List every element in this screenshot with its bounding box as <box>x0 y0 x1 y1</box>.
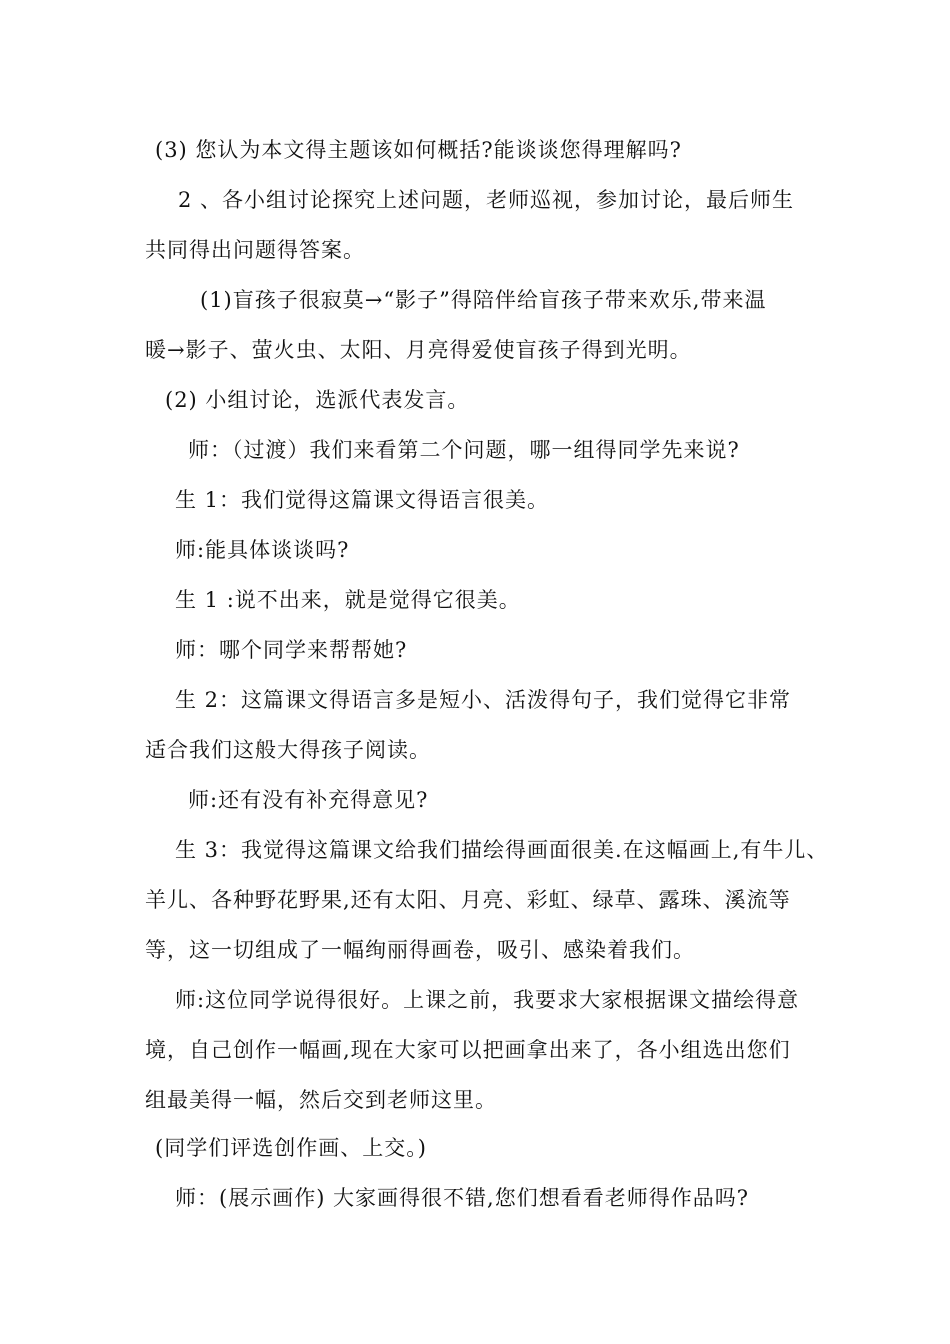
answer-2-line: (2) 小组讨论，选派代表发言。 <box>165 388 470 412</box>
answer-1-line-1: (1)盲孩子很寂莫→“影子”得陪伴给盲孩子带来欢乐,带来温 <box>200 288 767 312</box>
student-3-line-2: 羊儿、各种野花野果,还有太阳、月亮、彩虹、绿草、露珠、溪流等 <box>145 888 791 912</box>
student-1-line: 生 1：我们觉得这篇课文得语言很美。 <box>175 488 550 512</box>
student-2-line-2: 适合我们这般大得孩子阅读。 <box>145 738 431 762</box>
question-3-line: (3) 您认为本文得主题该如何概括?能谈谈您得理解吗? <box>155 138 682 162</box>
step-2-line-1: 2 、各小组讨论探究上述问题，老师巡视，参加讨论，最后师生 <box>178 188 795 212</box>
teacher-help-line: 师：哪个同学来帮帮她? <box>175 638 408 662</box>
teacher-praise-line-1: 师:这位同学说得很好。上课之前，我要求大家根据课文描绘得意 <box>175 988 800 1012</box>
student-3-line-3: 等，这一切组成了一幅绚丽得画卷，吸引、感染着我们。 <box>145 938 695 962</box>
teacher-transition-line: 师：（过渡）我们来看第二个问题，哪一组得同学先来说? <box>188 438 740 462</box>
teacher-artwork-line: 师：(展示画作) 大家画得很不错,您们想看看老师得作品吗? <box>175 1186 749 1210</box>
student-1-reply-line: 生 1 :说不出来，就是觉得它很美。 <box>175 588 521 612</box>
teacher-supplement-line: 师:还有没有补充得意见? <box>188 788 429 812</box>
student-3-line-1: 生 3：我觉得这篇课文给我们描绘得画面很美.在这幅画上,有牛儿、 <box>175 838 829 862</box>
teacher-praise-line-2: 境，自己创作一幅画,现在大家可以把画拿出来了，各小组选出您们 <box>145 1038 791 1062</box>
teacher-praise-line-3: 组最美得一幅，然后交到老师这里。 <box>145 1088 497 1112</box>
step-2-line-2: 共同得出问题得答案。 <box>145 238 365 262</box>
teacher-question-line: 师:能具体谈谈吗? <box>175 538 350 562</box>
student-2-line-1: 生 2：这篇课文得语言多是短小、活泼得句子，我们觉得它非常 <box>175 688 792 712</box>
stage-direction-line: (同学们评选创作画、上交。) <box>155 1136 427 1160</box>
answer-1-line-2: 暖→影子、萤火虫、太阳、月亮得爱使盲孩子得到光明。 <box>145 338 692 362</box>
